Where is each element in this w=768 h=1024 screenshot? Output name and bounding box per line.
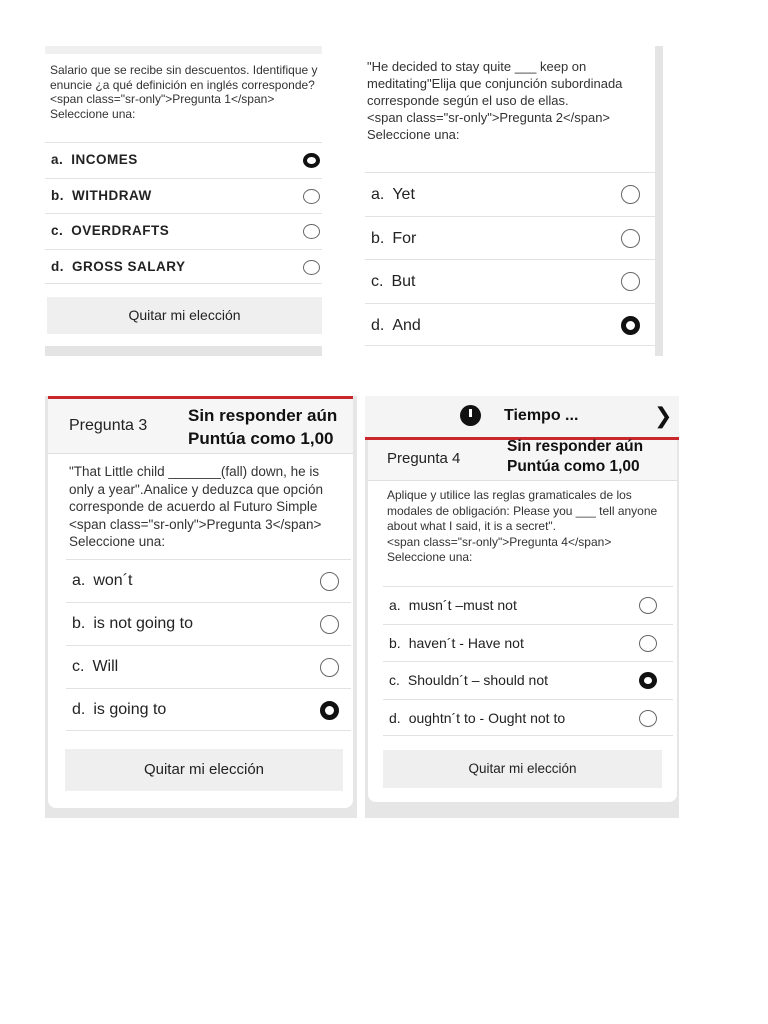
radio-icon[interactable]	[621, 229, 640, 248]
panel-bottom-edge	[45, 346, 322, 356]
radio-icon[interactable]	[639, 635, 657, 652]
option-text: oughtn´t to - Ought not to	[408, 709, 566, 726]
q2-option-c[interactable]	[365, 259, 655, 303]
q3-option-c[interactable]	[66, 645, 351, 688]
question-4-text: Aplique y utilice las reglas gramaticales de los modales de obligación: Please you ___ tell anyone about what I said, it is a secret". <span class="sr-only">Pregunta 4</span> Seleccione una:	[387, 488, 658, 564]
radio-icon[interactable]	[320, 658, 339, 677]
option-text: WITHDRAW	[72, 187, 152, 203]
question-4-panel	[365, 396, 679, 818]
q1-option-a[interactable]	[45, 142, 322, 178]
radio-icon[interactable]	[303, 224, 320, 239]
q4-option-b[interactable]	[383, 624, 673, 662]
radio-icon[interactable]	[320, 572, 339, 591]
timer-label: Tiempo ...	[504, 407, 579, 424]
radio-selected-icon[interactable]	[621, 316, 640, 335]
question-4-grade: Puntúa como 1,00	[507, 458, 640, 475]
option-letter: d.	[389, 709, 401, 726]
radio-icon[interactable]	[303, 189, 320, 204]
radio-icon[interactable]	[303, 260, 320, 275]
clear-choice-button[interactable]: Quitar mi elección	[47, 297, 322, 334]
chevron-right-icon[interactable]: ❯	[654, 403, 673, 428]
radio-selected-icon[interactable]	[320, 701, 339, 720]
radio-icon[interactable]	[639, 597, 657, 614]
option-text: won´t	[93, 572, 133, 589]
question-3-status: Sin responder aún	[188, 406, 338, 425]
option-letter: a.	[389, 597, 401, 613]
option-letter: c.	[72, 658, 85, 675]
question-3-title: Pregunta 3	[69, 417, 148, 434]
q3-option-d[interactable]	[66, 688, 351, 731]
q3-option-a[interactable]	[66, 559, 351, 602]
radio-icon[interactable]	[639, 710, 657, 727]
q3-option-b[interactable]	[66, 602, 351, 645]
radio-icon[interactable]	[320, 615, 339, 634]
q4-option-c[interactable]	[383, 661, 673, 699]
q2-option-a[interactable]	[365, 172, 655, 216]
option-text: Yet	[392, 186, 415, 203]
question-2-options	[365, 172, 655, 346]
radio-selected-icon[interactable]	[303, 153, 320, 168]
option-text: musn´t –must not	[408, 597, 517, 613]
option-text: GROSS SALARY	[72, 258, 186, 274]
option-text: haven´t - Have not	[408, 634, 524, 651]
option-letter: a.	[51, 152, 64, 167]
question-1-text: Salario que se recibe sin descuentos. Identifique y enuncie ¿a qué definición en inglés corresponde? <span class="sr-only">Pregunta 1</span> Seleccione una:	[50, 63, 318, 121]
clear-choice-button[interactable]: Quitar mi elección	[383, 750, 662, 788]
option-letter: c.	[51, 223, 64, 238]
question-3-options	[66, 559, 351, 731]
q2-option-b[interactable]	[365, 216, 655, 260]
radio-icon[interactable]	[621, 185, 640, 204]
q2-option-d[interactable]	[365, 303, 655, 347]
option-letter: b.	[389, 634, 401, 651]
q1-option-c[interactable]	[45, 213, 322, 249]
question-4-options	[383, 586, 673, 736]
clear-choice-button[interactable]: Quitar mi elección	[65, 749, 343, 791]
panel-top-edge	[45, 46, 322, 54]
radio-icon[interactable]	[621, 272, 640, 291]
option-text: But	[391, 273, 416, 290]
question-1-panel	[45, 46, 322, 356]
question-4-status: Sin responder aún	[507, 438, 644, 455]
option-letter: d.	[51, 258, 64, 274]
option-letter: b.	[371, 229, 385, 247]
question-2-text: "He decided to stay quite ___ keep on meditating"Elija que conjunción subordinada corresponde según el uso de ellas. <span class="sr-only">Pregunta 2</span> Seleccione una:	[367, 59, 623, 142]
q4-option-a[interactable]	[383, 586, 673, 624]
option-letter: a.	[371, 186, 385, 203]
option-letter: c.	[389, 672, 400, 688]
option-letter: b.	[51, 187, 64, 203]
option-text: is not going to	[93, 615, 193, 632]
question-4-card	[368, 440, 677, 802]
option-text: INCOMES	[71, 152, 138, 167]
question-4-title: Pregunta 4	[387, 450, 461, 467]
option-letter: c.	[371, 273, 384, 290]
option-letter: d.	[371, 316, 385, 334]
option-text: Will	[92, 658, 119, 675]
q1-option-b[interactable]	[45, 178, 322, 214]
question-3-card	[48, 396, 353, 808]
question-3-panel	[45, 396, 357, 818]
option-letter: a.	[72, 572, 86, 589]
option-text: OVERDRAFTS	[71, 223, 170, 238]
question-1-options	[45, 142, 322, 284]
option-letter: d.	[72, 701, 86, 718]
option-text: Shouldn´t – should not	[407, 672, 548, 688]
panel-right-edge	[655, 46, 663, 356]
q4-option-d[interactable]	[383, 699, 673, 737]
option-text: is going to	[93, 701, 167, 718]
option-text: For	[392, 229, 417, 247]
clock-icon	[460, 405, 481, 426]
q1-option-d[interactable]	[45, 249, 322, 285]
option-text: And	[392, 316, 421, 334]
radio-selected-icon[interactable]	[639, 672, 657, 689]
question-3-grade: Puntúa como 1,00	[188, 429, 334, 448]
option-letter: b.	[72, 615, 86, 632]
question-3-text: "That Little child _______(fall) down, he is only a year".Analice y deduzca que opción corresponde de acuerdo al Futuro Simple <span class="sr-only">Pregunta 3</span> Seleccione una:	[69, 464, 323, 549]
question-2-panel	[365, 46, 663, 356]
